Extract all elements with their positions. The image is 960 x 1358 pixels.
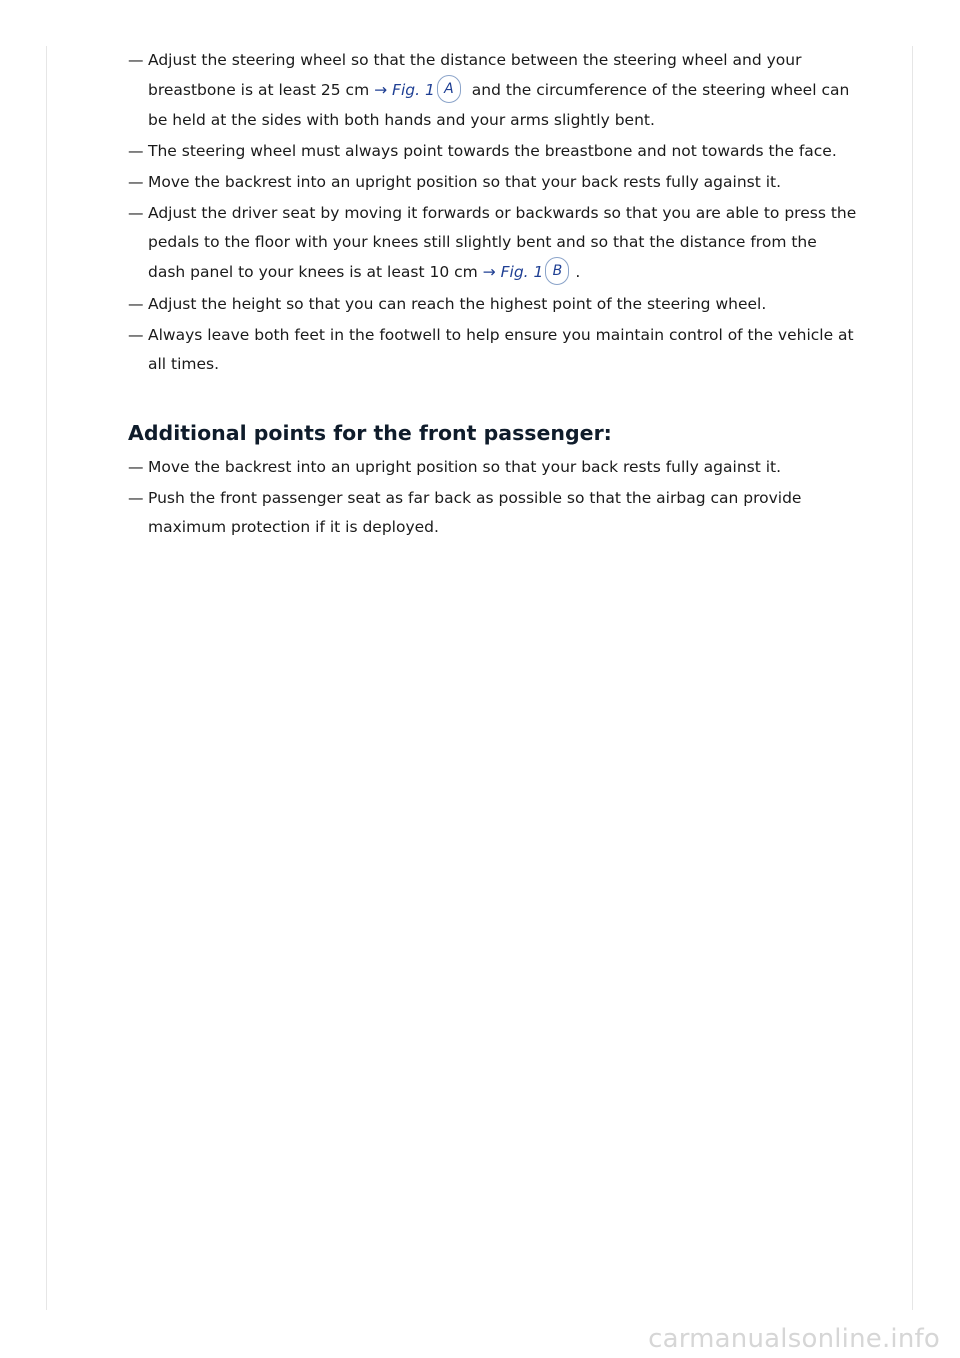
item-text: Adjust the steering wheel so that the distance between the steering wheel and your breastbone is at least 25 cm (148, 51, 802, 99)
list-item (128, 484, 858, 542)
instructions-content (128, 46, 858, 544)
dash-bullet: — (128, 51, 144, 69)
item-text: Adjust the height so that you can reach the highest point of the steering wheel. (148, 295, 767, 313)
section-heading: Additional points for the front passenger: (128, 421, 612, 445)
dash-bullet: — (128, 458, 144, 476)
list-item (128, 199, 858, 288)
item-text: Always leave both feet in the footwell to help ensure you maintain control of the vehicle at all times. (148, 326, 854, 373)
list-item (128, 321, 858, 379)
dash-bullet: — (128, 295, 144, 313)
list-item (128, 46, 858, 135)
item-text-continued: and the circumference of the steering wheel can be held at the sides with both hands and your arms slightly bent. (148, 81, 850, 129)
figure-reference[interactable]: Fig. (392, 81, 421, 99)
dash-bullet: — (128, 142, 144, 160)
list-item (128, 168, 858, 197)
arrow-right-icon: → (482, 263, 496, 281)
item-text: Adjust the driver seat by moving it forwards or backwards so that you are able to press the pedals to the floor with your knees still slightly bent and so that the distance from the dash panel to your knees is at least 10 cm (148, 204, 857, 281)
list-item (128, 290, 858, 319)
figure-marker-a: A (437, 75, 461, 103)
dash-bullet: — (128, 489, 144, 507)
figure-reference[interactable]: Fig. (500, 263, 529, 281)
figure-marker-b: B (545, 257, 569, 285)
item-text: Move the backrest into an upright position so that your back rests fully against it. (148, 458, 782, 476)
item-text: Move the backrest into an upright position so that your back rests fully against it. (148, 173, 782, 191)
list-item (128, 137, 858, 166)
arrow-right-icon: → (374, 81, 388, 99)
figure-number[interactable]: 1 (424, 81, 435, 99)
page-border-left (46, 46, 47, 1310)
watermark: carmanualsonline.info (648, 1324, 940, 1354)
item-text: The steering wheel must always point towards the breastbone and not towards the face. (148, 142, 837, 160)
list-item (128, 453, 858, 482)
item-text: Push the front passenger seat as far back as possible so that the airbag can provide maximum protection if it is deployed. (148, 489, 802, 536)
page-border-right (912, 46, 913, 1310)
dash-bullet: — (128, 204, 144, 222)
dash-bullet: — (128, 326, 144, 344)
figure-number[interactable]: 1 (533, 263, 544, 281)
item-text-continued: . (575, 263, 581, 281)
dash-bullet: — (128, 173, 144, 191)
